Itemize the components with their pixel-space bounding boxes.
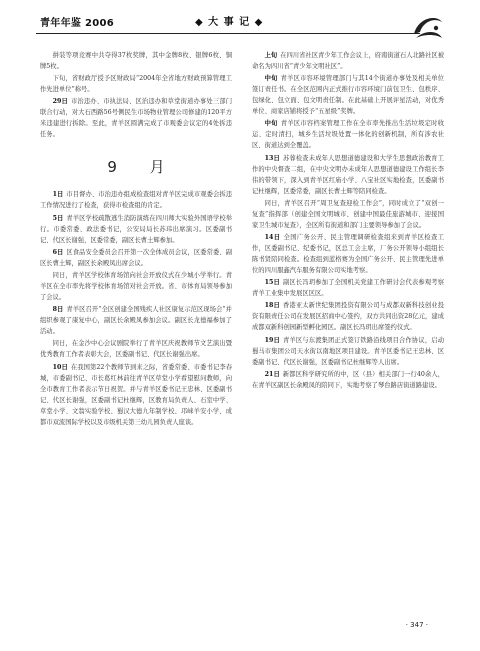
event-text: 拼装等项竞赛中共夺得37枚奖牌，其中金牌8枚、银牌6枚、铜牌5枚。 (40, 52, 232, 70)
event-date: 29日 (52, 98, 68, 106)
event-date: 13日 (264, 154, 280, 162)
event-text: 同日，青羊区学校体育场馆向社会开放仪式在少城小学举行。青羊区在全市率先将学校体育场馆对社会开放。省、市体育局领导参加了会议。 (40, 271, 232, 301)
event-entry (252, 118, 444, 151)
event-date: 上旬 (264, 52, 278, 59)
event-text: 青羊区市容档案管理工作在全市率先推出生活垃圾定时收运、定时清扫，城乡生活垃圾处置一体化的创新机制，所有涉农社区、街道达到全覆盖。 (252, 120, 445, 150)
event-text: 全国广务公开、民主管理调研检查组来到青羊区检查工作，区委副书记、纪委书记，区总工会主席，厂务公开领导小组组长陈书贤陪同检查。检查组到蓝格赛为全国广务公开、民主管理先进单位的四川服鑫汽车服务有限公司实地考察。 (252, 233, 445, 274)
event-entry (252, 50, 444, 72)
event-text: 香港亚太新世纪集团投资有限公司与成都双新科技创业投资有限责任公司在发展区招商中心签约，双方共同出资28亿元，建成成都双新科创园新型孵化园区。副区长冯玥出席签约仪式。 (252, 302, 445, 332)
event-text: 同日，在金沙中心会议剧院举行了青羊区庆祝教师节文艺演出暨优秀教育工作者表彰大会，区委副书记、代区长谢强出席。 (40, 340, 232, 359)
event-text: 苏蓉检查未成年人思想道德建设和大学生思想政治教育工作的中央督查二组，在中央文明办未成年人思想道德建设工作组长李伟的带领下，深入到青羊区红庙小学、八宝社区实地检查，区委副书记杜继辉，区委常委，副区长曹土辉等陪同检查。 (252, 154, 445, 195)
event-entry (252, 300, 444, 333)
event-entry (40, 270, 232, 303)
event-date: 8日 (52, 306, 64, 314)
event-date: 14日 (264, 233, 281, 241)
right-column (252, 50, 444, 392)
event-text: 青羊区学校疏散逃生消防演练在四川师大实验外国语学校举行。市委常委、政法委书记，公安局局长苏玮出席演习。区委副书记、代区长谢强，区委常委，副区长曹土辉参加。 (40, 214, 232, 244)
event-entry (40, 50, 232, 72)
event-entry (252, 232, 444, 276)
yearbook-logo-icon (410, 12, 446, 42)
event-entry (252, 73, 444, 117)
event-date: 19日 (264, 336, 280, 344)
event-entry (40, 362, 232, 428)
left-column (40, 50, 232, 429)
event-entry (252, 335, 444, 368)
event-text: 青羊区市容环境管理部门与其14个街道办事处及相关单位签订责任书。在全区范围内正式推行市容环境门前包卫生、包秩序、包绿化、包立面、包文明责任制。在此基础上开展评星活动，对优秀单位、商家店铺将授予“五星级”奖牌。 (252, 75, 444, 116)
event-text: 副区长冯玥参加了全国机关党建工作研讨会代表参观考察青羊工业集中发展区区区。 (252, 279, 445, 298)
event-date: 18日 (264, 302, 280, 310)
event-text: 青羊区召开“全区创建全国残疾人社区康复示范区现场会”并组织参观了康复中心，副区长余殿凤参加会议。副区长龙德福参加了活动。 (40, 306, 232, 336)
event-entry (40, 96, 232, 140)
event-entry (40, 73, 232, 95)
event-entry (252, 153, 444, 197)
event-entry (40, 338, 232, 360)
event-date: 1日 (52, 191, 64, 199)
event-entry (40, 213, 232, 246)
event-entry (40, 247, 232, 269)
event-text: 在我国第22个教师节到来之际，省委常委、市委书记李春城，市委副书记、市长葛红林前往青羊区草堂小学看望慰问教师，向全市教育工作者表示节日祝贺。并与青羊区委书记王忠林、区委副书记、代区长谢强，区委副书记杜继辉，区教育局负责人、石室中学、草堂小学、文翁实验学校、蜀汉大德九年制学校、邛崃羊安小学、成都市双流国际学校以及市级机关第三幼儿园负责人座谈。 (40, 363, 232, 426)
event-entry (40, 304, 232, 337)
event-date: 15日 (264, 279, 280, 287)
event-date: 中旬 (264, 75, 278, 83)
event-text: 区食品安全委员会召开第一次全体成员会议，区委常委、副区长曹土辉，副区长余殿凤出席会议。 (40, 248, 232, 267)
event-date: 5日 (52, 214, 64, 222)
event-text: 市治违办、市执法局、区治违办和草堂街道办事处三部门联合行动，对大石西路56号侧民生市场物业管理公司修建的120平方米违建进行拆除。至此，青羊区圆满完成了市观委会议定的4处拆违任务。 (40, 98, 233, 139)
page-header (0, 0, 480, 44)
event-text: 市目督办、市治违办组成检查组对青羊区完成市观委会拆违工作情况进行了检查，获得市检查组的肯定。 (40, 191, 232, 210)
event-text: 在四川省社区青少年工作会议上，府南街道石人北路社区被命名为四川省“青少年文明社区”。 (252, 52, 445, 70)
event-date: 6日 (52, 248, 64, 256)
event-text: 新都区科学研究所的中，区（县）相关部门一行40余人，在青羊区副区长余殿凤的陪同下，实地考察了琴台路店街道路建设。 (252, 370, 444, 389)
page-number: · 347 · (405, 621, 428, 629)
event-entry (252, 198, 444, 231)
header-rule (36, 33, 420, 34)
yearbook-title: 青年年鉴 2006 (40, 18, 115, 29)
event-date: 中旬 (264, 120, 278, 128)
event-text: 下旬，省财政厅授予区财政局“2004年全省地方财政预算管理工作先进单位”称号。 (40, 75, 232, 94)
month-heading: 9 月 (107, 158, 179, 177)
event-date: 10日 (52, 363, 68, 371)
event-text: 同日，青羊区召开“周卫复查迎检工作会”，同时成立了“双创一复查”指挥部（创建全国文明城市、创建中国最佳旅游城市、迎接国家卫生城市复查），全区所有街道和部门主要领导参加了会议。 (252, 199, 444, 229)
event-date: 21日 (264, 370, 280, 378)
event-entry (40, 189, 232, 211)
event-text: 青羊区与东渡集团正式签订铁路沿线项目合作协议，启动蜀马市集团公司天水街以南地区项目建设。青羊区委书记王忠林、区委副书记、代区长谢强，区委副书记杜继辉等人出席。 (252, 336, 445, 366)
event-entry (252, 277, 444, 299)
event-entry (252, 369, 444, 391)
section-title: ◆ 大 事 记 ◆ (195, 17, 264, 28)
